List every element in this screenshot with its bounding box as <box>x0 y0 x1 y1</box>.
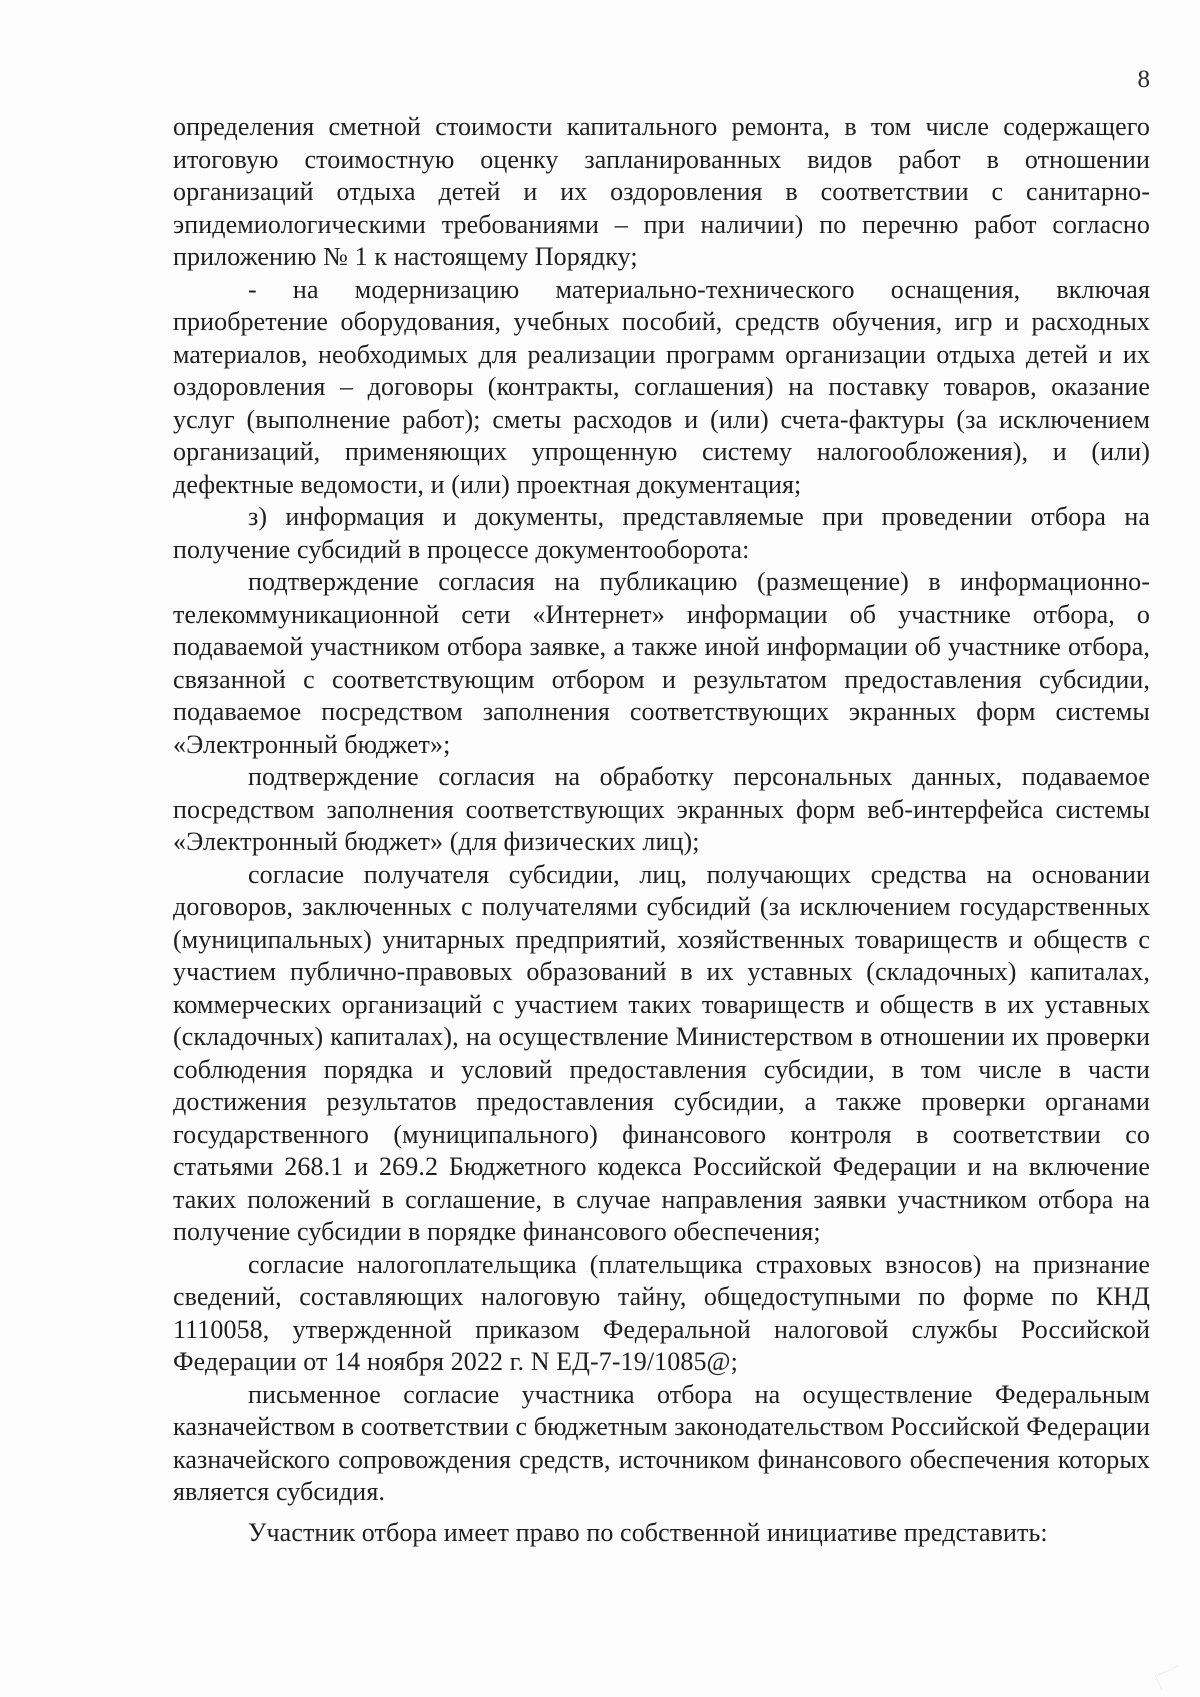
paragraph-treasury-consent: письменное согласие участника отбора на осуществление Федеральным казначейством в соответствии с бюджетным законодательством Российской Федерации казначейского сопровождения средств, источником финансового обеспечения которых является субсидия. <box>173 1379 1150 1506</box>
document-body <box>173 111 1150 1549</box>
paragraph-modernization: - на модернизацию материально-технического оснащения, включая приобретение оборудования, учебных пособий, средств обучения, игр и расходных материалов, необходимых для реализации программ организации отдыха детей и их оздоровления – договоры (контракты, соглашения) на поставку товаров, оказание услуг (выполнение работ); сметы расходов и (или) счета-фактуры (за исключением организаций, применяющих упрощенную систему налогообложения), и (или) дефектные ведомости, и (или) проектная документация; <box>173 274 1150 499</box>
scan-artifact <box>1155 1665 1184 1689</box>
paragraph-recipient-consent: согласие получателя субсидии, лиц, получающих средства на основании договоров, заключенных с получателями субсидий (за исключением государственных (муниципальных) унитарных предприятий, хозяйственных товариществ и обществ с участием публично-правовых образований в их уставных (складочных) капиталах, коммерческих организаций с участием таких товариществ и обществ в их уставных (складочных) капиталах), на осуществление Министерством в отношении их проверки соблюдения порядка и условий предоставления субсидии, в том числе в части достижения результатов предоставления субсидии, а также проверки органами государственного (муниципального) финансового контроля в соответствии со статьями 268.1 и 269.2 Бюджетного кодекса Российской Федерации и на включение таких положений в соглашение, в случае направления заявки участником отбора на получение субсидии в порядке финансового обеспечения; <box>173 859 1150 1246</box>
paragraph-item-z: з) информация и документы, представляемые при проведении отбора на получение субсидий в процессе документооборота: <box>173 502 1150 564</box>
paragraph-publication-consent: подтверждение согласия на публикацию (размещение) в информационно-телекоммуникационной сети «Интернет» информации об участнике отбора, о подаваемой участником отбора заявке, а также иной информации об участнике отбора, связанной с соответствующим отбором и результатом предоставления субсидии, подаваемое посредством заполнения соответствующих экранных форм системы «Электронный бюджет»; <box>173 567 1150 759</box>
paragraph-continuation: определения сметной стоимости капитального ремонта, в том числе содержащего итоговую стоимостную оценку запланированных видов работ в отношении организаций отдыха детей и их оздоровления в соответствии с санитарно-эпидемиологическими требованиями – при наличии) по перечню работ согласно приложению № 1 к настоящему Порядку; <box>173 112 1150 271</box>
page-number: 8 <box>1137 66 1150 93</box>
paragraph-participant-right: Участник отбора имеет право по собственной инициативе представить: <box>248 1517 1048 1547</box>
paragraph-taxpayer-consent: согласие налогоплательщика (плательщика страховых взносов) на признание сведений, составляющих налоговую тайну, общедоступными по форме по КНД 1110058, утвержденной приказом Федеральной налоговой службы Российской Федерации от 14 ноября 2022 г. N ЕД-7-19/1085@; <box>173 1249 1150 1376</box>
paragraph-personal-data-consent: подтверждение согласия на обработку персональных данных, подаваемое посредством заполнения соответствующих экранных форм веб-интерфейса системы «Электронный бюджет» (для физических лиц); <box>173 762 1150 856</box>
